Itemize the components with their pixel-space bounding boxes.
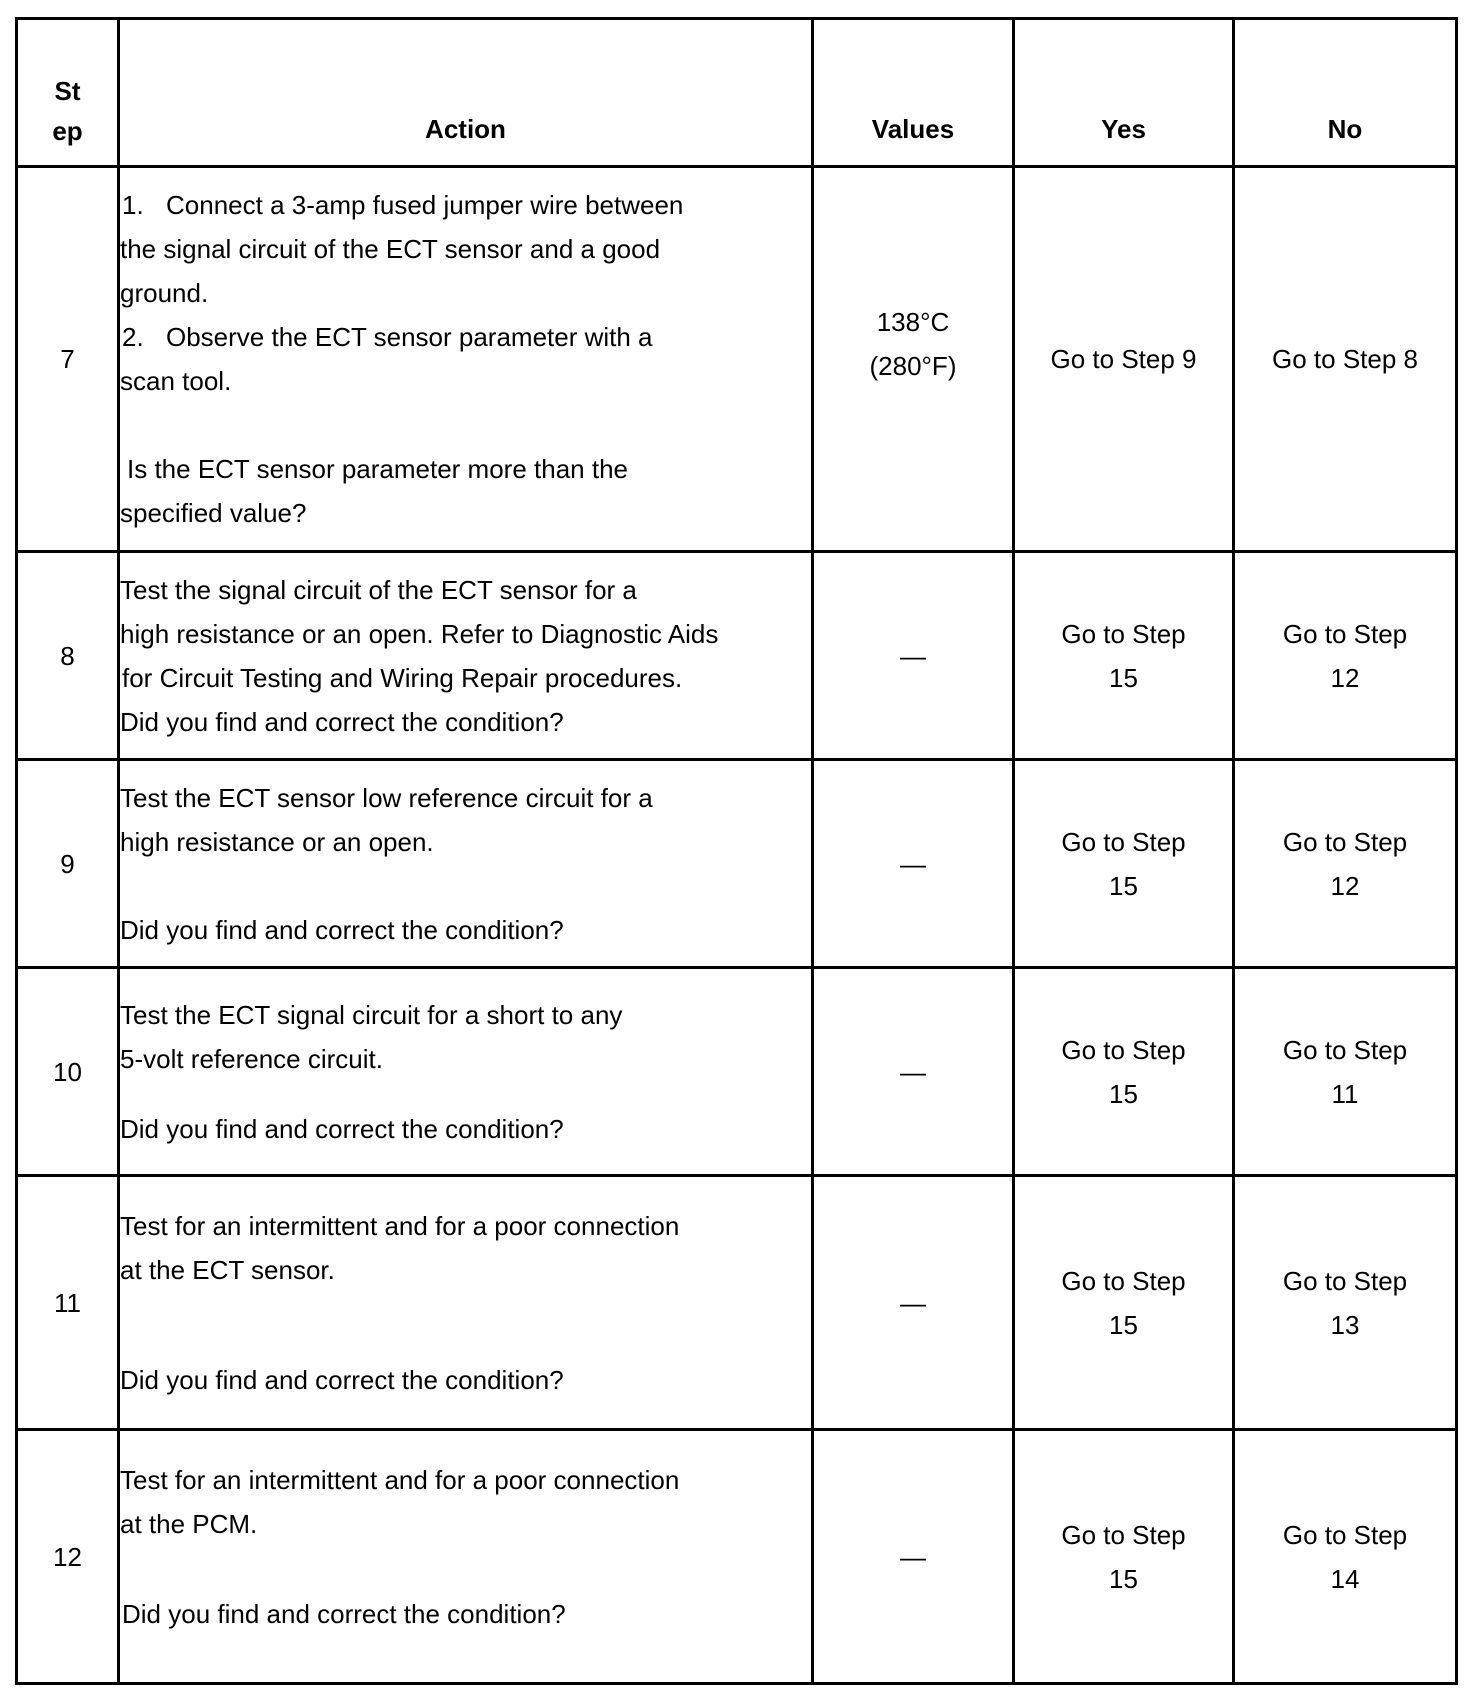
table-header-row	[17, 19, 1457, 167]
yes-cell: Go to Step 15	[1014, 1430, 1234, 1684]
no-cell: Go to Step 12	[1234, 760, 1457, 968]
header-yes: Yes	[1014, 19, 1234, 167]
action-cell: 1. Connect a 3-amp fused jumper wire between the signal circuit of the ECT sensor and a good ground. 2. Observe the ECT sensor parameter with a scan tool. Is the ECT sensor parameter more than the specified value?	[119, 167, 813, 552]
yes-cell: Go to Step 15	[1014, 760, 1234, 968]
yes-cell: Go to Step 15	[1014, 968, 1234, 1176]
value-cell: —	[813, 760, 1014, 968]
value-cell: 138°C (280°F)	[813, 167, 1014, 552]
yes-cell: Go to Step 15	[1014, 552, 1234, 760]
header-values: Values	[813, 19, 1014, 167]
yes-cell: Go to Step 9	[1014, 167, 1234, 552]
step-number: 12	[17, 1430, 119, 1684]
header-action: Action	[119, 19, 813, 167]
no-cell: Go to Step 8	[1234, 167, 1457, 552]
value-cell: —	[813, 1176, 1014, 1430]
no-cell: Go to Step 14	[1234, 1430, 1457, 1684]
step-number: 7	[17, 167, 119, 552]
value-cell: —	[813, 1430, 1014, 1684]
action-cell: Test for an intermittent and for a poor connection at the ECT sensor. Did you find and correct the condition?	[119, 1176, 813, 1430]
action-cell: Test the signal circuit of the ECT sensor for a high resistance or an open. Refer to Diagnostic Aids for Circuit Testing and Wiring Repair procedures. Did you find and correct the condition?	[119, 552, 813, 760]
step-number: 11	[17, 1176, 119, 1430]
table-row	[17, 968, 1457, 1176]
no-cell: Go to Step 11	[1234, 968, 1457, 1176]
no-cell: Go to Step 13	[1234, 1176, 1457, 1430]
step-number: 9	[17, 760, 119, 968]
table-row	[17, 1176, 1457, 1430]
table-row	[17, 167, 1457, 552]
step-number: 10	[17, 968, 119, 1176]
header-step: St ep	[17, 19, 119, 167]
action-cell: Test the ECT signal circuit for a short to any 5-volt reference circuit. Did you find and correct the condition?	[119, 968, 813, 1176]
table-row	[17, 552, 1457, 760]
diagnostic-table	[15, 17, 1458, 1685]
step-number: 8	[17, 552, 119, 760]
table-row	[17, 760, 1457, 968]
no-cell: Go to Step 12	[1234, 552, 1457, 760]
value-cell: —	[813, 968, 1014, 1176]
action-cell: Test for an intermittent and for a poor connection at the PCM. Did you find and correct the condition?	[119, 1430, 813, 1684]
yes-cell: Go to Step 15	[1014, 1176, 1234, 1430]
table-row	[17, 1430, 1457, 1684]
action-cell: Test the ECT sensor low reference circuit for a high resistance or an open. Did you find and correct the condition?	[119, 760, 813, 968]
header-no: No	[1234, 19, 1457, 167]
value-cell: —	[813, 552, 1014, 760]
